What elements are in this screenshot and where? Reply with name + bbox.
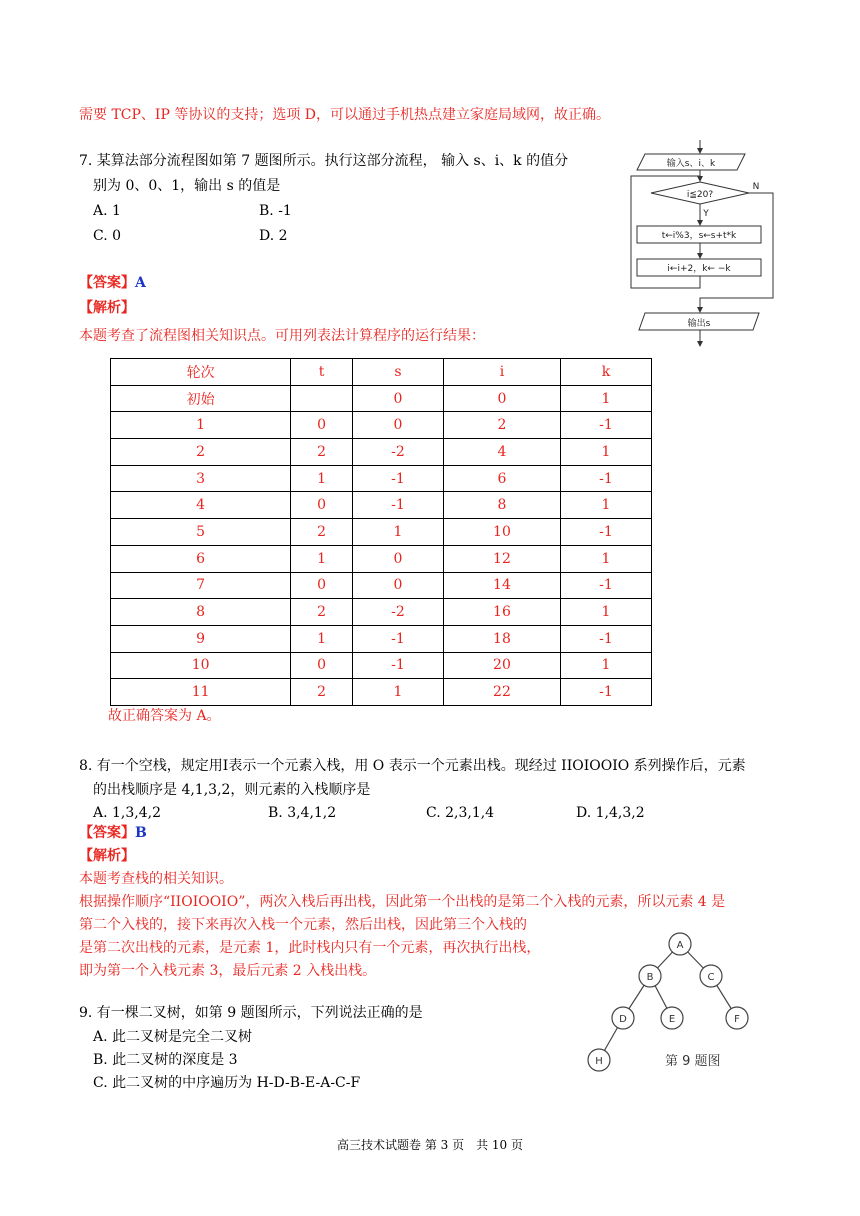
table-cell: 8	[111, 599, 291, 626]
table-row	[111, 385, 652, 412]
prev-answer-line: 需要 TCP、IP 等协议的支持；选项 D，可以通过手机热点建立家庭局域网，故正确。	[79, 107, 610, 123]
tree-label-h: H	[595, 1056, 603, 1067]
table-cell: 1	[560, 599, 651, 626]
q8-analysis-label: 【解析】	[79, 848, 135, 864]
q8-analysis-line1: 本题考查栈的相关知识。	[79, 871, 233, 887]
table-header-cell: 轮次	[111, 359, 291, 386]
table-cell: 12	[443, 545, 560, 572]
table-cell: 初始	[111, 385, 291, 412]
table-cell: 1	[291, 625, 353, 652]
table-cell: 0	[352, 412, 443, 439]
table-cell: -1	[560, 465, 651, 492]
table-cell: 0	[352, 545, 443, 572]
tree-label-d: D	[619, 1014, 627, 1025]
tree-label-a: A	[676, 940, 684, 951]
q8-analysis-line5: 即为第一个入栈元素 3，最后元素 2 入栈出栈。	[79, 963, 377, 979]
table-header-row	[111, 359, 652, 386]
table-cell: -2	[352, 599, 443, 626]
table-cell: 10	[111, 652, 291, 679]
table-cell: -1	[560, 679, 651, 706]
table-row	[111, 492, 652, 519]
flow-output-text: 输出s	[687, 319, 711, 329]
flow-step2-text: i←i+2，k← −k	[667, 264, 731, 274]
q8-analysis-line3: 第二个入栈的，接下来再次入栈一个元素，然后出栈，因此第三个入栈的	[79, 917, 527, 933]
table-header-cell: i	[443, 359, 560, 386]
table-cell: 22	[443, 679, 560, 706]
flow-step1-text: t←i%3，s←s+t*k	[661, 231, 737, 241]
table-row	[111, 519, 652, 546]
table-cell: 9	[111, 625, 291, 652]
table-cell: 6	[443, 465, 560, 492]
table-cell: 3	[111, 465, 291, 492]
table-cell: -1	[560, 412, 651, 439]
table-cell: 0	[291, 652, 353, 679]
flow-yes-label: Y	[703, 209, 709, 219]
q7-answer	[79, 273, 146, 293]
table-cell: 0	[291, 492, 353, 519]
tree-label-e: E	[668, 1014, 676, 1025]
table-row	[111, 439, 652, 466]
table-cell: 0	[291, 572, 353, 599]
table-cell: -1	[352, 492, 443, 519]
table-cell: -1	[352, 465, 443, 492]
table-cell: 5	[111, 519, 291, 546]
table-cell: 7	[111, 572, 291, 599]
table-cell: -1	[560, 572, 651, 599]
table-cell: 11	[111, 679, 291, 706]
q7-stem-line2: 别为 0、0、1，输出 s 的值是	[93, 178, 281, 194]
table-cell: 2	[291, 679, 353, 706]
table-cell: 18	[443, 625, 560, 652]
q8-stem-line1: 8. 有一个空栈，规定用I表示一个元素入栈，用 O 表示一个元素出栈。现经过 IIOIOOIO 系列操作后，元素	[79, 758, 746, 774]
table-row	[111, 572, 652, 599]
q9-tree-figure	[580, 928, 760, 1078]
q8-analysis-line4: 是第二次出栈的元素，是元素 1，此时栈内只有一个元素，再次执行出栈，	[79, 940, 541, 956]
q8-option-b: B. 3,4,1,2	[268, 805, 337, 821]
q9-option-a: A. 此二叉树是完全二叉树	[93, 1029, 253, 1045]
table-cell: 4	[443, 439, 560, 466]
q8-stem-line2: 的出栈顺序是 4,1,3,2，则元素的入栈顺序是	[93, 782, 371, 798]
q7-option-b: B. -1	[259, 203, 292, 219]
table-cell: 2	[291, 519, 353, 546]
table-cell: 10	[443, 519, 560, 546]
table-row	[111, 412, 652, 439]
q7-answer-label: 【答案】	[79, 275, 135, 291]
table-cell: 2	[443, 412, 560, 439]
table-row	[111, 465, 652, 492]
table-cell: 2	[291, 599, 353, 626]
q7-analysis-label: 【解析】	[79, 300, 135, 316]
table-row	[111, 625, 652, 652]
table-cell: -2	[352, 439, 443, 466]
table-cell: -1	[352, 625, 443, 652]
table-cell: 2	[111, 439, 291, 466]
table-cell: 2	[291, 439, 353, 466]
flow-input-text: 输入s、i、k	[666, 159, 716, 169]
table-cell: 1	[560, 385, 651, 412]
table-cell: 0	[352, 572, 443, 599]
table-cell: 0	[352, 385, 443, 412]
q8-answer-label: 【答案】	[79, 825, 135, 841]
table-header-cell: s	[352, 359, 443, 386]
table-cell: 0	[291, 412, 353, 439]
q8-option-d: D. 1,4,3,2	[576, 805, 645, 821]
table-cell: 1	[352, 679, 443, 706]
table-row	[111, 599, 652, 626]
table-cell: 6	[111, 545, 291, 572]
table-cell: -1	[560, 625, 651, 652]
table-cell: 1	[352, 519, 443, 546]
q7-analysis-text: 本题考查了流程图相关知识点。可用列表法计算程序的运行结果：	[79, 328, 485, 344]
q7-stem-line1: 7. 某算法部分流程图如第 7 题图所示。执行这部分流程， 输入 s、i、k 的值分	[79, 153, 569, 169]
table-cell	[291, 385, 353, 412]
q7-conclusion: 故正确答案为 A。	[108, 708, 221, 724]
table-cell: 1	[560, 492, 651, 519]
tree-label-c: C	[707, 972, 715, 983]
table-cell: 16	[443, 599, 560, 626]
table-cell: 1	[291, 465, 353, 492]
q7-answer-value: A	[135, 275, 146, 291]
q7-option-c: C. 0	[93, 228, 122, 244]
table-cell: 20	[443, 652, 560, 679]
table-cell: 1	[291, 545, 353, 572]
table-row	[111, 652, 652, 679]
q8-answer-value: B	[135, 825, 147, 841]
flow-no-label: N	[752, 182, 760, 192]
table-cell: 1	[560, 439, 651, 466]
table-row	[111, 545, 652, 572]
table-cell: -1	[352, 652, 443, 679]
tree-label-f: F	[734, 1014, 740, 1025]
q8-option-c: C. 2,3,1,4	[426, 805, 495, 821]
q8-answer	[79, 823, 147, 843]
q9-stem: 9. 有一棵二叉树，如第 9 题图所示，下列说法正确的是	[79, 1005, 423, 1021]
q7-result-table	[110, 358, 652, 706]
q9-option-b: B. 此二叉树的深度是 3	[93, 1052, 238, 1068]
q9-option-c: C. 此二叉树的中序遍历为 H-D-B-E-A-C-F	[93, 1075, 361, 1091]
flow-condition-text: i≦20?	[686, 190, 714, 200]
tree-label-b: B	[646, 972, 654, 983]
q8-option-a: A. 1,3,4,2	[93, 805, 161, 821]
table-cell: 1	[560, 652, 651, 679]
table-cell: 14	[443, 572, 560, 599]
table-header-cell: t	[291, 359, 353, 386]
table-cell: 0	[443, 385, 560, 412]
table-cell: 1	[111, 412, 291, 439]
q7-flowchart	[625, 136, 785, 350]
q7-option-a: A. 1	[93, 203, 121, 219]
table-cell: -1	[560, 519, 651, 546]
q9-figure-caption: 第 9 题图	[665, 1054, 721, 1069]
q8-analysis-line2: 根据操作顺序“IIOIOOIO”，两次入栈后再出栈，因此第一个出栈的是第二个入栈的元素，所以元素 4 是	[79, 894, 726, 910]
table-header-cell: k	[560, 359, 651, 386]
page-footer: 高三技术试题卷 第 3 页 共 10 页	[337, 1138, 523, 1152]
table-row	[111, 679, 652, 706]
q7-option-d: D. 2	[259, 228, 288, 244]
table-cell: 8	[443, 492, 560, 519]
table-cell: 1	[560, 545, 651, 572]
table-cell: 4	[111, 492, 291, 519]
